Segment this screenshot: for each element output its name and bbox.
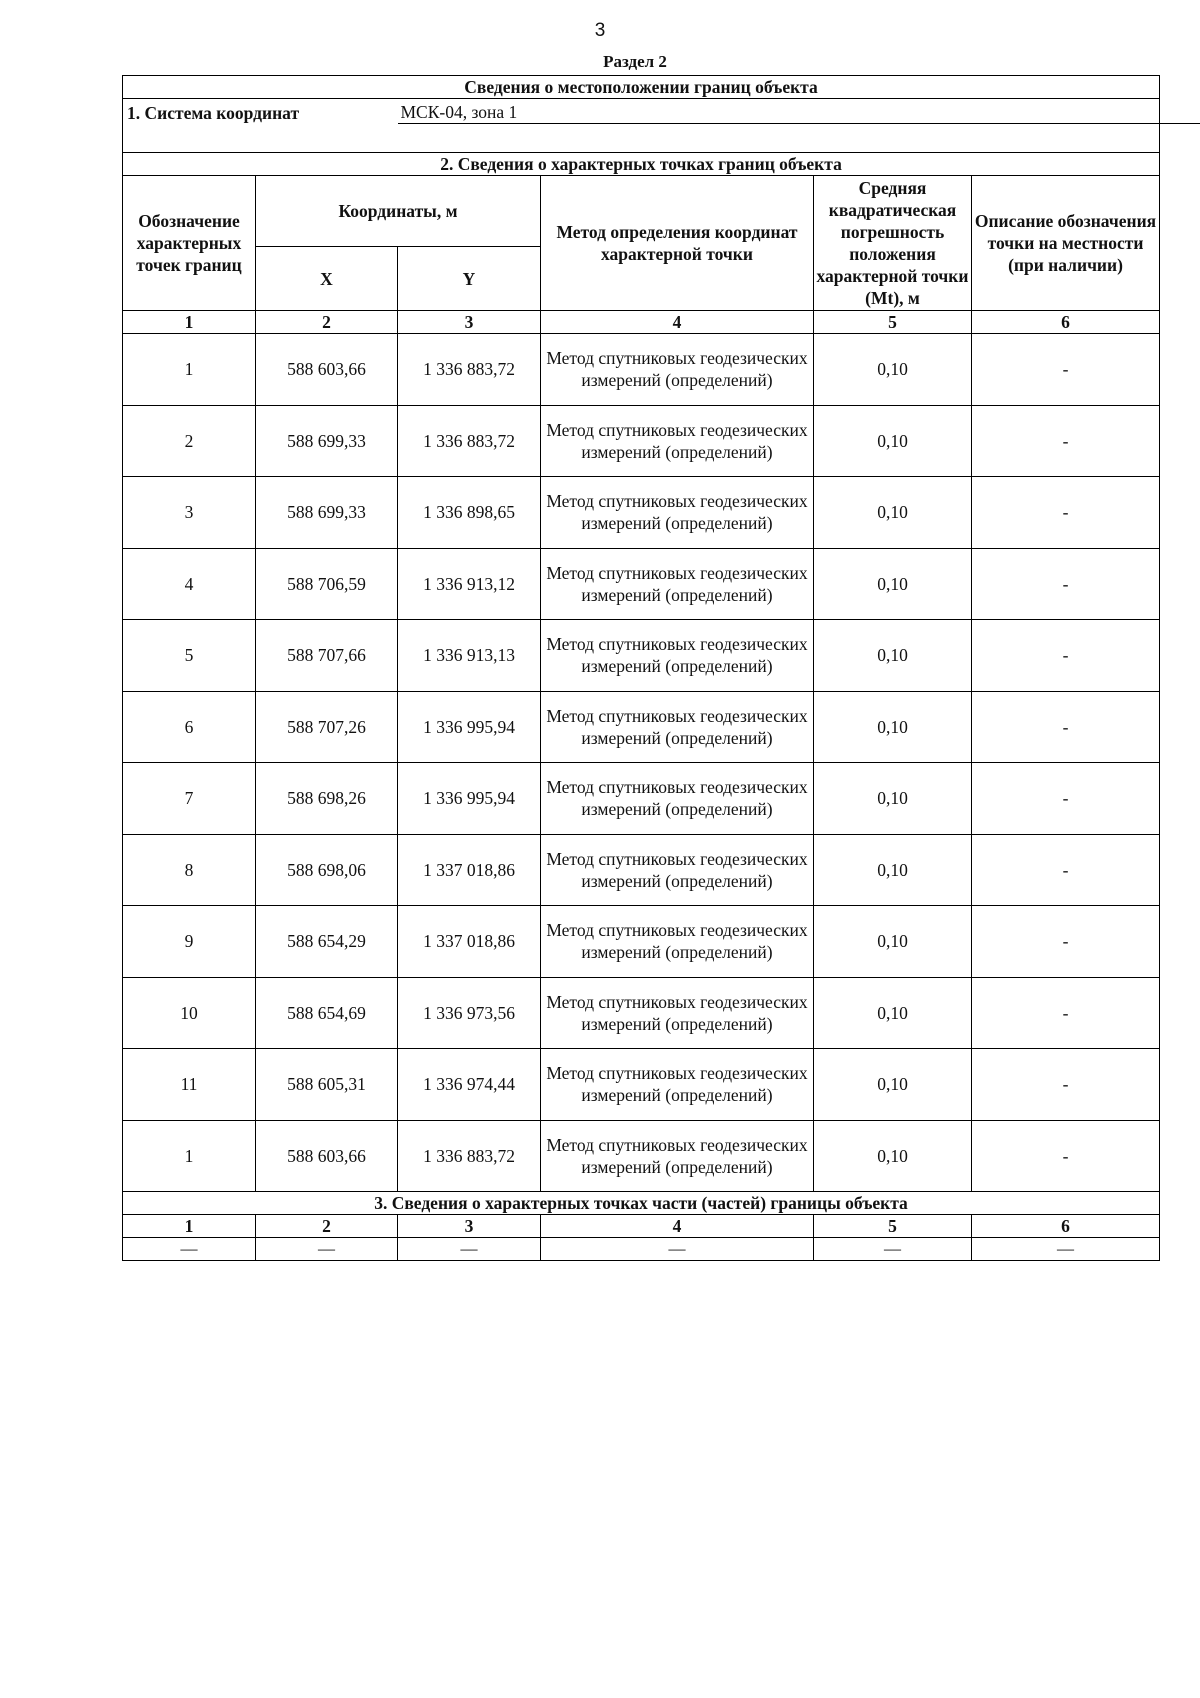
y-coordinate-cell: 1 336 973,56 bbox=[398, 977, 541, 1049]
parts-column-number-row bbox=[123, 1215, 1160, 1238]
mt-error-cell: 0,10 bbox=[814, 1120, 972, 1192]
points-section-title: 2. Сведения о характерных точках границ объекта bbox=[123, 153, 1160, 176]
mt-error-cell: 0,10 bbox=[814, 548, 972, 620]
x-coordinate-cell: 588 706,59 bbox=[256, 548, 398, 620]
points-section-title-row bbox=[123, 153, 1160, 176]
column-number: 5 bbox=[814, 311, 972, 334]
column-number: 1 bbox=[123, 1215, 256, 1238]
spacer-cell bbox=[123, 126, 1160, 153]
column-number: 2 bbox=[256, 1215, 398, 1238]
mt-error-cell: 0,10 bbox=[814, 405, 972, 477]
y-coordinate-cell: 1 336 974,44 bbox=[398, 1049, 541, 1121]
method-cell: Метод спутниковых геодезических измерений (определений) bbox=[541, 405, 814, 477]
column-number: 1 bbox=[123, 311, 256, 334]
y-coordinate-cell: 1 336 913,12 bbox=[398, 548, 541, 620]
method-cell: Метод спутниковых геодезических измерений (определений) bbox=[541, 906, 814, 978]
empty-dash: — bbox=[814, 1238, 972, 1261]
description-cell: - bbox=[972, 977, 1160, 1049]
x-coordinate-cell: 588 707,66 bbox=[256, 620, 398, 692]
point-number-cell: 8 bbox=[123, 834, 256, 906]
method-cell: Метод спутниковых геодезических измерений (определений) bbox=[541, 763, 814, 835]
header-y: Y bbox=[398, 247, 541, 311]
method-cell: Метод спутниковых геодезических измерений (определений) bbox=[541, 691, 814, 763]
mt-error-cell: 0,10 bbox=[814, 334, 972, 406]
point-number-cell: 5 bbox=[123, 620, 256, 692]
header-description: Описание обозначения точки на местности (при наличии) bbox=[972, 176, 1160, 311]
spacer-row bbox=[123, 126, 1160, 153]
description-cell: - bbox=[972, 1120, 1160, 1192]
header-x: X bbox=[256, 247, 398, 311]
description-cell: - bbox=[972, 906, 1160, 978]
coordinate-system-value: МСК-04, зона 1 bbox=[398, 101, 1200, 124]
description-cell: - bbox=[972, 834, 1160, 906]
x-coordinate-cell: 588 698,26 bbox=[256, 763, 398, 835]
description-cell: - bbox=[972, 548, 1160, 620]
mt-error-cell: 0,10 bbox=[814, 691, 972, 763]
table-row bbox=[123, 834, 1160, 906]
method-cell: Метод спутниковых геодезических измерений (определений) bbox=[541, 334, 814, 406]
description-cell: - bbox=[972, 620, 1160, 692]
y-coordinate-cell: 1 336 898,65 bbox=[398, 477, 541, 549]
table-row bbox=[123, 906, 1160, 978]
x-coordinate-cell: 588 603,66 bbox=[256, 1120, 398, 1192]
method-cell: Метод спутниковых геодезических измерений (определений) bbox=[541, 548, 814, 620]
table-row bbox=[123, 691, 1160, 763]
parts-section-title: 3. Сведения о характерных точках части (частей) границы объекта bbox=[123, 1192, 1160, 1215]
point-number-cell: 9 bbox=[123, 906, 256, 978]
table-row bbox=[123, 405, 1160, 477]
mt-error-cell: 0,10 bbox=[814, 620, 972, 692]
empty-dash: — bbox=[541, 1238, 814, 1261]
y-coordinate-cell: 1 336 995,94 bbox=[398, 763, 541, 835]
y-coordinate-cell: 1 336 883,72 bbox=[398, 405, 541, 477]
mt-error-cell: 0,10 bbox=[814, 763, 972, 835]
table-row bbox=[123, 763, 1160, 835]
x-coordinate-cell: 588 654,29 bbox=[256, 906, 398, 978]
column-number-row bbox=[123, 311, 1160, 334]
method-cell: Метод спутниковых геодезических измерений (определений) bbox=[541, 834, 814, 906]
header-designation: Обозначение характерных точек границ bbox=[123, 176, 256, 311]
boundary-points-table bbox=[122, 75, 1160, 1261]
x-coordinate-cell: 588 603,66 bbox=[256, 334, 398, 406]
main-title-row bbox=[123, 76, 1160, 99]
point-number-cell: 1 bbox=[123, 1120, 256, 1192]
page-number: 3 bbox=[594, 20, 606, 41]
point-number-cell: 10 bbox=[123, 977, 256, 1049]
x-coordinate-cell: 588 654,69 bbox=[256, 977, 398, 1049]
column-number: 4 bbox=[541, 1215, 814, 1238]
coordinate-system-label: 1. Система координат bbox=[123, 99, 398, 127]
description-cell: - bbox=[972, 405, 1160, 477]
main-title: Сведения о местоположении границ объекта bbox=[123, 76, 1160, 99]
x-coordinate-cell: 588 707,26 bbox=[256, 691, 398, 763]
table-row bbox=[123, 477, 1160, 549]
mt-error-cell: 0,10 bbox=[814, 906, 972, 978]
column-number: 3 bbox=[398, 1215, 541, 1238]
point-number-cell: 7 bbox=[123, 763, 256, 835]
empty-dash: — bbox=[398, 1238, 541, 1261]
point-number-cell: 4 bbox=[123, 548, 256, 620]
point-number-cell: 11 bbox=[123, 1049, 256, 1121]
description-cell: - bbox=[972, 477, 1160, 549]
y-coordinate-cell: 1 336 995,94 bbox=[398, 691, 541, 763]
method-cell: Метод спутниковых геодезических измерений (определений) bbox=[541, 1049, 814, 1121]
column-number: 3 bbox=[398, 311, 541, 334]
table-row bbox=[123, 548, 1160, 620]
coordinate-system-row bbox=[123, 99, 1160, 127]
x-coordinate-cell: 588 605,31 bbox=[256, 1049, 398, 1121]
header-error: Средняя квадратическая погрешность положения характерной точки (Mt), м bbox=[814, 176, 972, 311]
method-cell: Метод спутниковых геодезических измерений (определений) bbox=[541, 977, 814, 1049]
x-coordinate-cell: 588 699,33 bbox=[256, 477, 398, 549]
y-coordinate-cell: 1 337 018,86 bbox=[398, 834, 541, 906]
description-cell: - bbox=[972, 1049, 1160, 1121]
empty-dash: — bbox=[972, 1238, 1160, 1261]
header-row-1 bbox=[123, 176, 1160, 247]
column-number: 4 bbox=[541, 311, 814, 334]
y-coordinate-cell: 1 336 883,72 bbox=[398, 334, 541, 406]
table-row bbox=[123, 977, 1160, 1049]
point-number-cell: 2 bbox=[123, 405, 256, 477]
point-number-cell: 6 bbox=[123, 691, 256, 763]
coordinate-system-value-cell bbox=[398, 99, 1160, 127]
description-cell: - bbox=[972, 763, 1160, 835]
description-cell: - bbox=[972, 691, 1160, 763]
column-number: 6 bbox=[972, 1215, 1160, 1238]
section-heading: Раздел 2 bbox=[603, 52, 667, 71]
parts-empty-row bbox=[123, 1238, 1160, 1261]
mt-error-cell: 0,10 bbox=[814, 477, 972, 549]
header-method: Метод определения координат характерной точки bbox=[541, 176, 814, 311]
header-coordinates: Координаты, м bbox=[256, 176, 541, 247]
empty-dash: — bbox=[123, 1238, 256, 1261]
y-coordinate-cell: 1 336 913,13 bbox=[398, 620, 541, 692]
y-coordinate-cell: 1 337 018,86 bbox=[398, 906, 541, 978]
mt-error-cell: 0,10 bbox=[814, 977, 972, 1049]
point-number-cell: 3 bbox=[123, 477, 256, 549]
x-coordinate-cell: 588 698,06 bbox=[256, 834, 398, 906]
method-cell: Метод спутниковых геодезических измерений (определений) bbox=[541, 620, 814, 692]
column-number: 6 bbox=[972, 311, 1160, 334]
point-number-cell: 1 bbox=[123, 334, 256, 406]
column-number: 2 bbox=[256, 311, 398, 334]
method-cell: Метод спутниковых геодезических измерений (определений) bbox=[541, 1120, 814, 1192]
description-cell: - bbox=[972, 334, 1160, 406]
method-cell: Метод спутниковых геодезических измерений (определений) bbox=[541, 477, 814, 549]
empty-dash: — bbox=[256, 1238, 398, 1261]
table-row bbox=[123, 1049, 1160, 1121]
parts-section-title-row bbox=[123, 1192, 1160, 1215]
x-coordinate-cell: 588 699,33 bbox=[256, 405, 398, 477]
y-coordinate-cell: 1 336 883,72 bbox=[398, 1120, 541, 1192]
mt-error-cell: 0,10 bbox=[814, 834, 972, 906]
table-row bbox=[123, 620, 1160, 692]
table-row bbox=[123, 334, 1160, 406]
mt-error-cell: 0,10 bbox=[814, 1049, 972, 1121]
table-row bbox=[123, 1120, 1160, 1192]
column-number: 5 bbox=[814, 1215, 972, 1238]
